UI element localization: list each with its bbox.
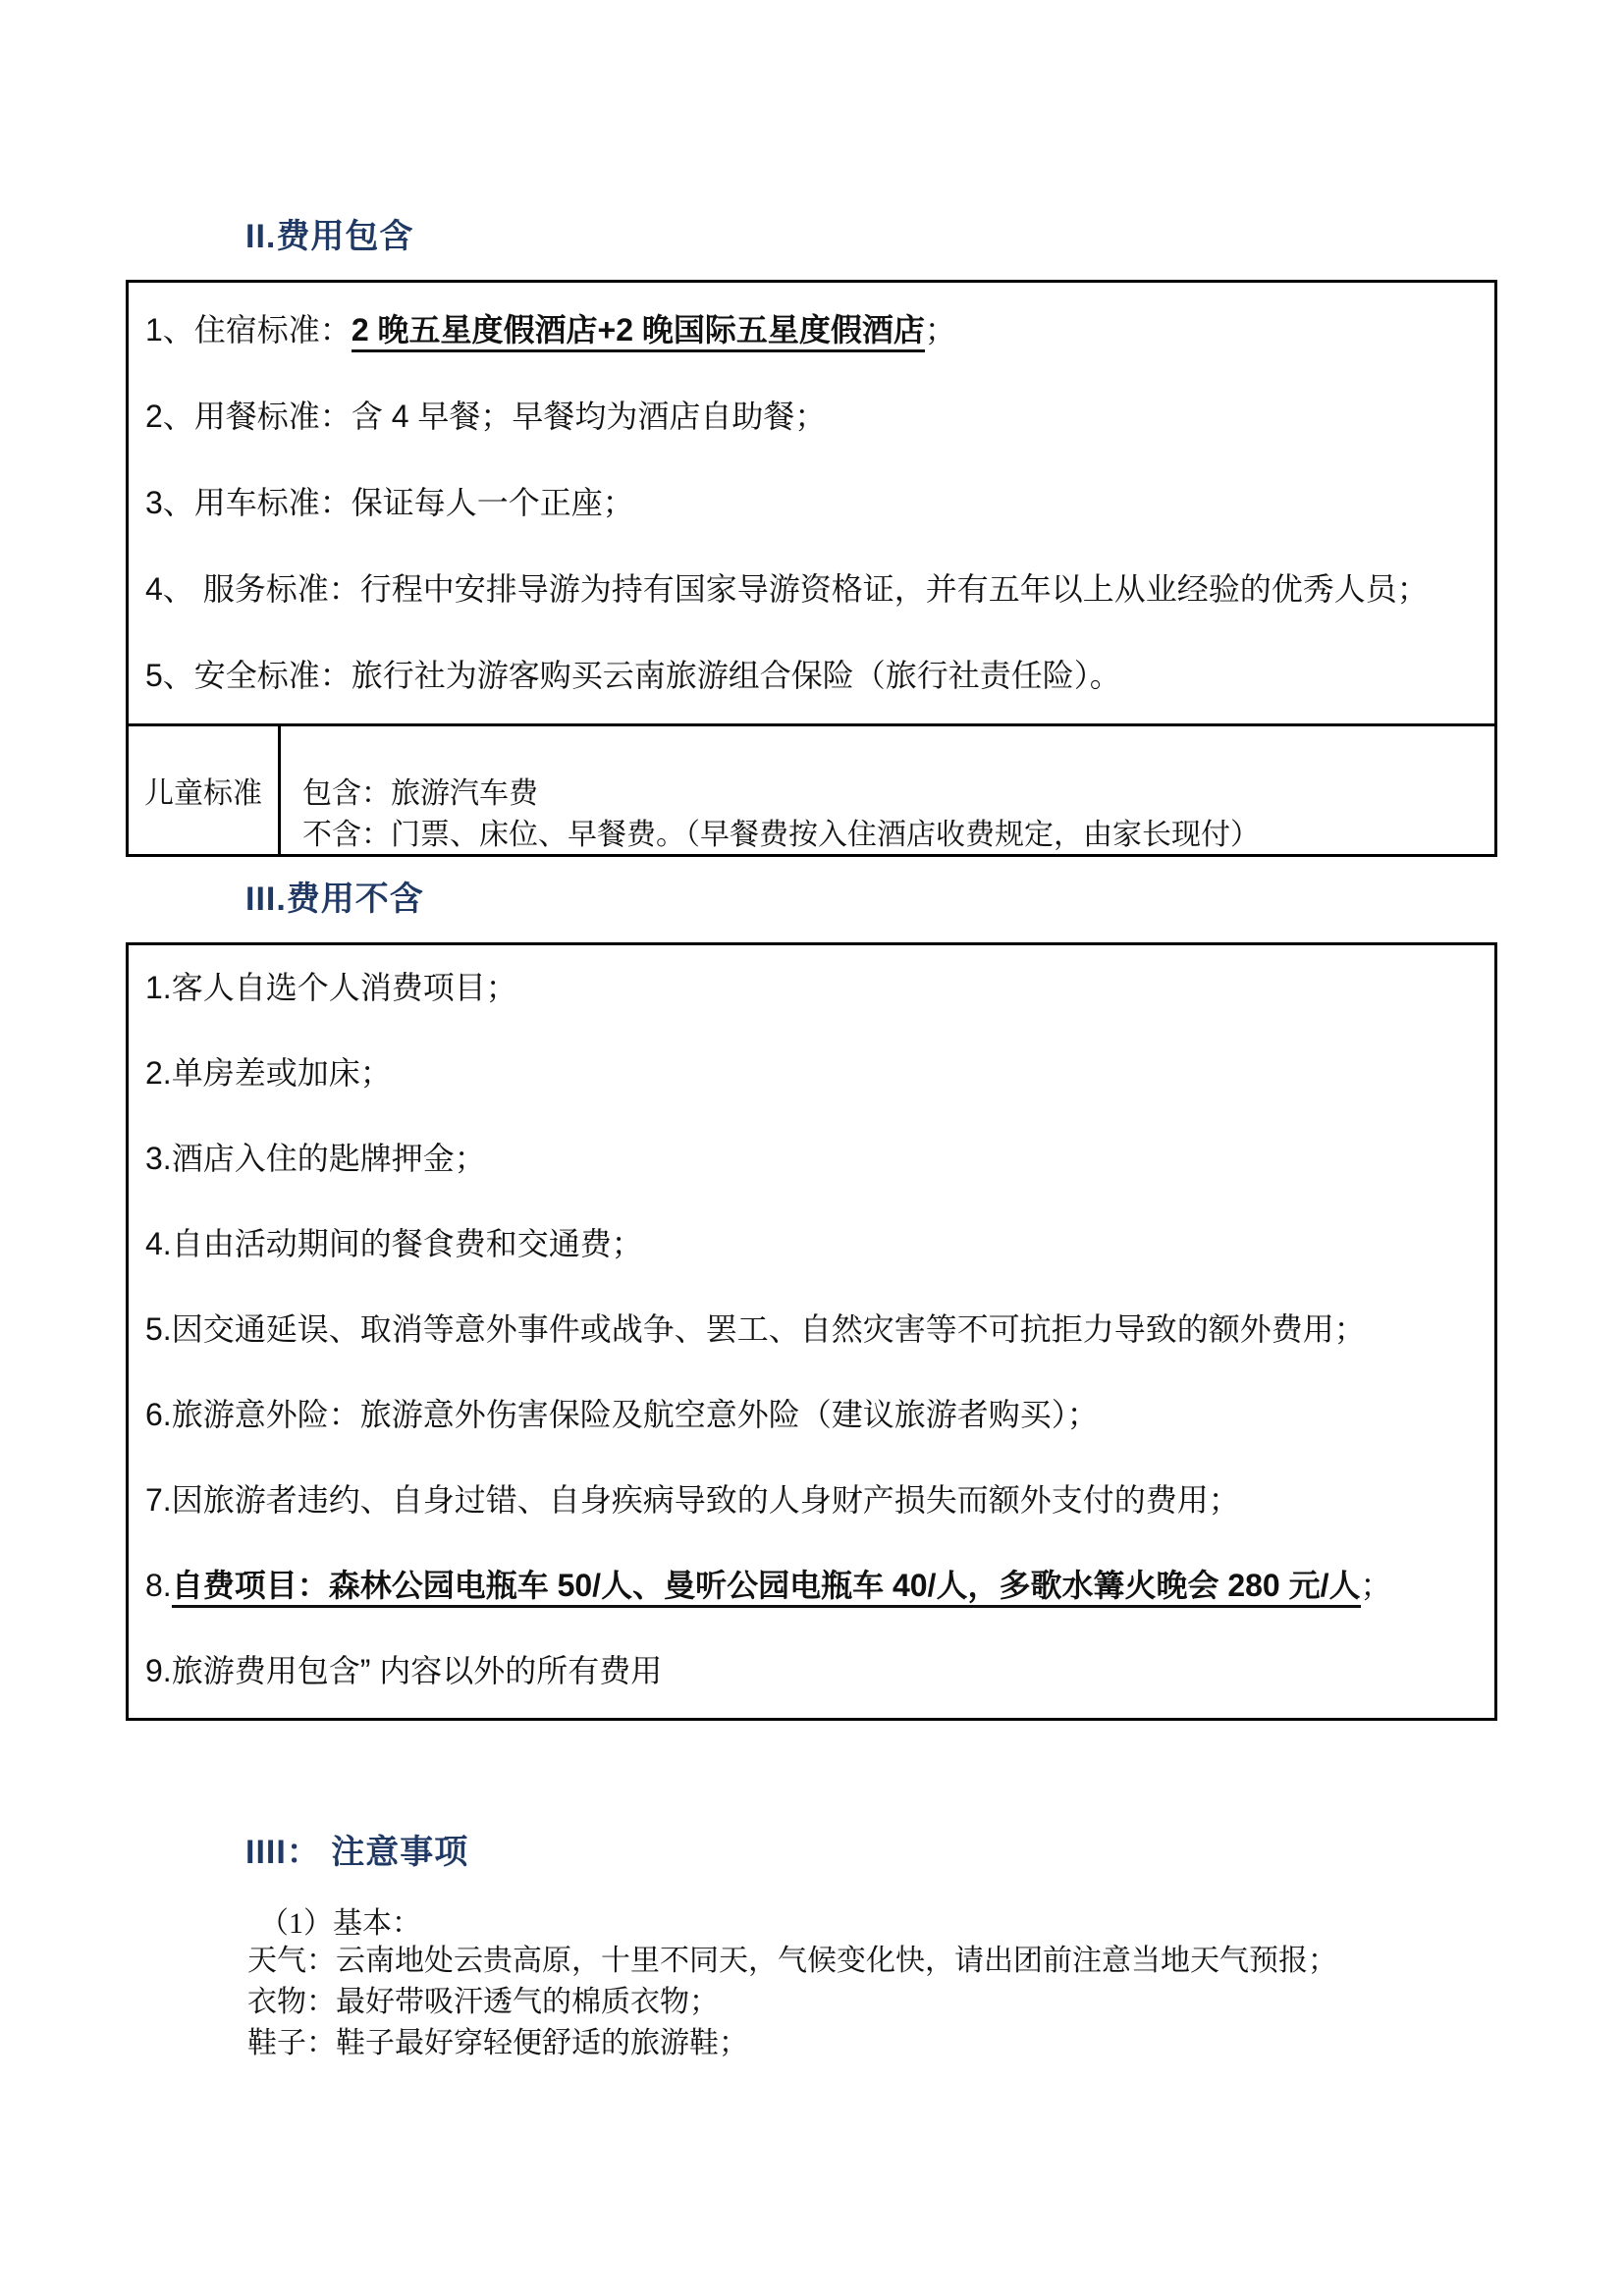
notes-line-shoes: 鞋子：鞋子最好穿轻便舒适的旅游鞋； [247,2027,748,2059]
item-text: 2、用餐标准：含 4 早餐；早餐均为酒店自助餐； [145,399,827,434]
item-emphasis: 自费项目：森林公园电瓶车 50/人、曼听公园电瓶车 40/人，多歌水篝火晚会 280 元/人 [172,1568,1361,1608]
item-emphasis: 2 晚五星度假酒店+2 晚国际五星度假酒店 [352,312,925,352]
item-text: 2.单房差或加床； [145,1055,392,1091]
item-text: 7.因旅游者违约、自身过错、自身疾病导致的人身财产损失而额外支付的费用； [145,1482,1240,1518]
list-item [145,1051,1475,1095]
notes-line-clothing: 衣物：最好带吸汗透气的棉质衣物； [247,1986,719,2018]
fees-included-main-cell [129,283,1494,726]
item-text: 6.旅游意外险：旅游意外伤害保险及航空意外险（建议旅游者购买）； [145,1397,1099,1432]
child-standard-content [281,726,1494,854]
item-text: 3.酒店入住的匙牌押金； [145,1141,486,1176]
item-text: 5.因交通延误、取消等意外事件或战争、罢工、自然灾害等不可抗拒力导致的额外费用； [145,1311,1366,1347]
list-item [145,654,1475,697]
list-item [145,567,1475,611]
item-text: 4、 服务标准：行程中安排导游为持有国家导游资格证，并有五年以上从业经验的优秀人员； [145,571,1429,607]
list-item [145,966,1475,1009]
child-standard-line-included: 包含：旅游汽车费 [302,777,538,810]
child-standard-line-excluded: 不含：门票、床位、早餐费。（早餐费按入住酒店收费规定，由家长现付） [302,819,1260,851]
list-item [145,395,1475,438]
item-text: 8. [145,1568,172,1603]
child-standard-row [129,726,1494,854]
list-item [145,308,1475,351]
item-text: ； [924,312,956,347]
item-text: 1、住宿标准： [145,312,352,347]
child-standard-label: 儿童标准 [129,726,281,854]
item-text: ； [1360,1568,1392,1603]
item-text: 9.旅游费用包含” 内容以外的所有费用 [145,1653,663,1688]
list-item [145,1478,1475,1522]
list-item [145,1308,1475,1351]
list-item [145,1137,1475,1180]
list-item [145,481,1475,524]
list-item [145,1649,1475,1692]
fees-included-table [126,280,1497,857]
notes-subheading: （1）基本： [259,1907,421,1940]
item-text: 3、用车标准：保证每人一个正座； [145,485,634,520]
section-heading-notes: IIII： 注意事项 [245,1834,469,1871]
item-text: 1.客人自选个人消费项目； [145,970,517,1005]
notes-line-weather: 天气：云南地处云贵高原，十里不同天，气候变化快，请出团前注意当地天气预报； [247,1945,1337,1977]
section-heading-fees-excluded: III.费用不含 [245,881,424,918]
fees-excluded-box [126,942,1497,1721]
list-item [145,1222,1475,1265]
item-text: 4.自由活动期间的餐食费和交通费； [145,1226,643,1261]
list-item [145,1564,1475,1607]
notes-lines [247,1941,1337,2064]
item-text: 5、安全标准：旅行社为游客购买云南旅游组合保险（旅行社责任险）。 [145,658,1121,693]
list-item [145,1393,1475,1436]
section-heading-fees-included: II.费用包含 [245,218,414,255]
